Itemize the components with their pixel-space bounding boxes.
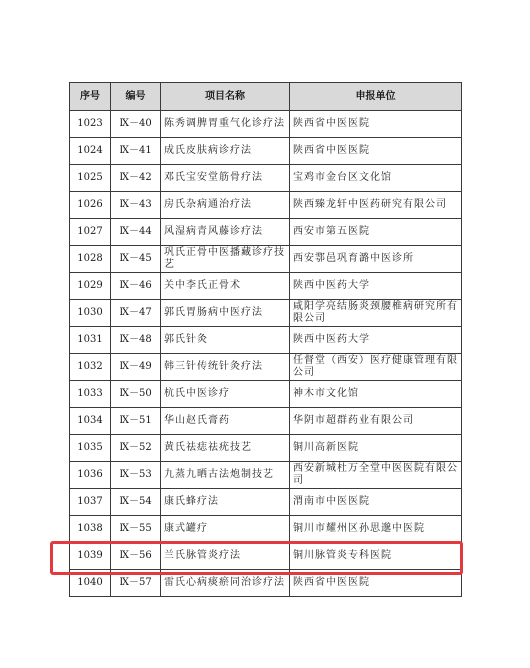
cell-seq: 1033 (70, 381, 111, 408)
cell-applicant-unit: 宝鸡市金台区文化馆 (290, 165, 462, 192)
cell-applicant-unit: 陕西省中医医院 (290, 138, 462, 165)
cell-seq: 1023 (70, 111, 111, 138)
cell-applicant-unit: 铜川市耀州区孙思邈中医院 (290, 516, 462, 543)
cell-code: Ⅸ－57 (111, 570, 161, 597)
cell-code: Ⅸ－50 (111, 381, 161, 408)
cell-project-name: 华山赵氏膏药 (161, 408, 290, 435)
header-project-name: 项目名称 (161, 83, 290, 111)
header-applicant-unit: 申报单位 (290, 83, 462, 111)
cell-seq: 1036 (70, 462, 111, 489)
cell-seq: 1034 (70, 408, 111, 435)
cell-seq: 1038 (70, 516, 111, 543)
cell-seq: 1028 (70, 246, 111, 273)
cell-project-name: 九蒸九晒古法炮制技艺 (161, 462, 290, 489)
table-row (70, 516, 462, 543)
cell-project-name: 郭氏胃肠病中医疗法 (161, 300, 290, 327)
table-row (70, 543, 462, 570)
cell-seq: 1025 (70, 165, 111, 192)
cell-applicant-unit: 西安鄠邑巩育潞中医诊所 (290, 246, 462, 273)
cell-code: Ⅸ－55 (111, 516, 161, 543)
cell-project-name: 康氏蜂疗法 (161, 489, 290, 516)
cell-applicant-unit: 陕西中医药大学 (290, 327, 462, 354)
cell-applicant-unit: 咸阳学亮结肠炎颈腰椎病研究所有限公司 (290, 300, 462, 327)
cell-seq: 1035 (70, 435, 111, 462)
cell-seq: 1039 (70, 543, 111, 570)
cell-code: Ⅸ－48 (111, 327, 161, 354)
table-row (70, 219, 462, 246)
cell-code: Ⅸ－47 (111, 300, 161, 327)
table-row (70, 300, 462, 327)
cell-applicant-unit: 陕西省中医医院 (290, 111, 462, 138)
cell-applicant-unit: 华阴市超群药业有限公司 (290, 408, 462, 435)
heritage-project-table (69, 82, 462, 597)
cell-seq: 1026 (70, 192, 111, 219)
cell-code: Ⅸ－52 (111, 435, 161, 462)
cell-project-name: 邓氏宝安堂筋骨疗法 (161, 165, 290, 192)
cell-code: Ⅸ－44 (111, 219, 161, 246)
table-header (70, 83, 462, 111)
cell-applicant-unit: 陕西中医药大学 (290, 273, 462, 300)
cell-code: Ⅸ－40 (111, 111, 161, 138)
header-seq: 序号 (70, 83, 111, 111)
cell-applicant-unit: 西安市第五医院 (290, 219, 462, 246)
cell-code: Ⅸ－42 (111, 165, 161, 192)
cell-applicant-unit: 渭南市中医医院 (290, 489, 462, 516)
cell-seq: 1031 (70, 327, 111, 354)
cell-project-name: 郭氏针灸 (161, 327, 290, 354)
cell-project-name: 兰氏脉管炎疗法 (161, 543, 290, 570)
cell-code: Ⅸ－49 (111, 354, 161, 381)
cell-code: Ⅸ－43 (111, 192, 161, 219)
cell-seq: 1040 (70, 570, 111, 597)
table-body (70, 111, 462, 597)
cell-seq: 1024 (70, 138, 111, 165)
table-row (70, 408, 462, 435)
table-row (70, 489, 462, 516)
table-row (70, 138, 462, 165)
table-row (70, 570, 462, 597)
table-row (70, 192, 462, 219)
cell-seq: 1027 (70, 219, 111, 246)
cell-code: Ⅸ－51 (111, 408, 161, 435)
cell-project-name: 黄氏祛痣祛疣技艺 (161, 435, 290, 462)
cell-project-name: 巩氏正骨中医播藏诊疗技艺 (161, 246, 290, 273)
table-row (70, 462, 462, 489)
cell-project-name: 关中李氏正骨术 (161, 273, 290, 300)
cell-applicant-unit: 铜川脉管炎专科医院 (290, 543, 462, 570)
cell-code: Ⅸ－41 (111, 138, 161, 165)
cell-code: Ⅸ－46 (111, 273, 161, 300)
table-row (70, 435, 462, 462)
header-code: 编号 (111, 83, 161, 111)
cell-seq: 1037 (70, 489, 111, 516)
cell-code: Ⅸ－45 (111, 246, 161, 273)
header-row (70, 83, 462, 111)
cell-seq: 1030 (70, 300, 111, 327)
table-row (70, 111, 462, 138)
cell-project-name: 韩三针传统针灸疗法 (161, 354, 290, 381)
cell-project-name: 陈秀调脾胃重气化诊疗法 (161, 111, 290, 138)
cell-seq: 1029 (70, 273, 111, 300)
cell-code: Ⅸ－56 (111, 543, 161, 570)
table-row (70, 381, 462, 408)
cell-project-name: 风湿病青风藤诊疗法 (161, 219, 290, 246)
cell-project-name: 康式罐疗 (161, 516, 290, 543)
table-row (70, 165, 462, 192)
cell-project-name: 雷氏心病痰瘀同治诊疗法 (161, 570, 290, 597)
cell-code: Ⅸ－54 (111, 489, 161, 516)
cell-seq: 1032 (70, 354, 111, 381)
cell-project-name: 房氏杂病通治疗法 (161, 192, 290, 219)
cell-applicant-unit: 铜川高新医院 (290, 435, 462, 462)
cell-applicant-unit: 神木市文化馆 (290, 381, 462, 408)
cell-applicant-unit: 任督堂（西安）医疗健康管理有限公司 (290, 354, 462, 381)
table-row (70, 327, 462, 354)
cell-project-name: 杭氏中医诊疗 (161, 381, 290, 408)
table-row (70, 246, 462, 273)
cell-project-name: 成氏皮肤病诊疗法 (161, 138, 290, 165)
table-row (70, 273, 462, 300)
table-row (70, 354, 462, 381)
cell-applicant-unit: 陕西省中医医院 (290, 570, 462, 597)
cell-code: Ⅸ－53 (111, 462, 161, 489)
cell-applicant-unit: 陕西臻龙轩中医药研究有限公司 (290, 192, 462, 219)
cell-applicant-unit: 西安新城杜万全堂中医医院有限公司 (290, 462, 462, 489)
